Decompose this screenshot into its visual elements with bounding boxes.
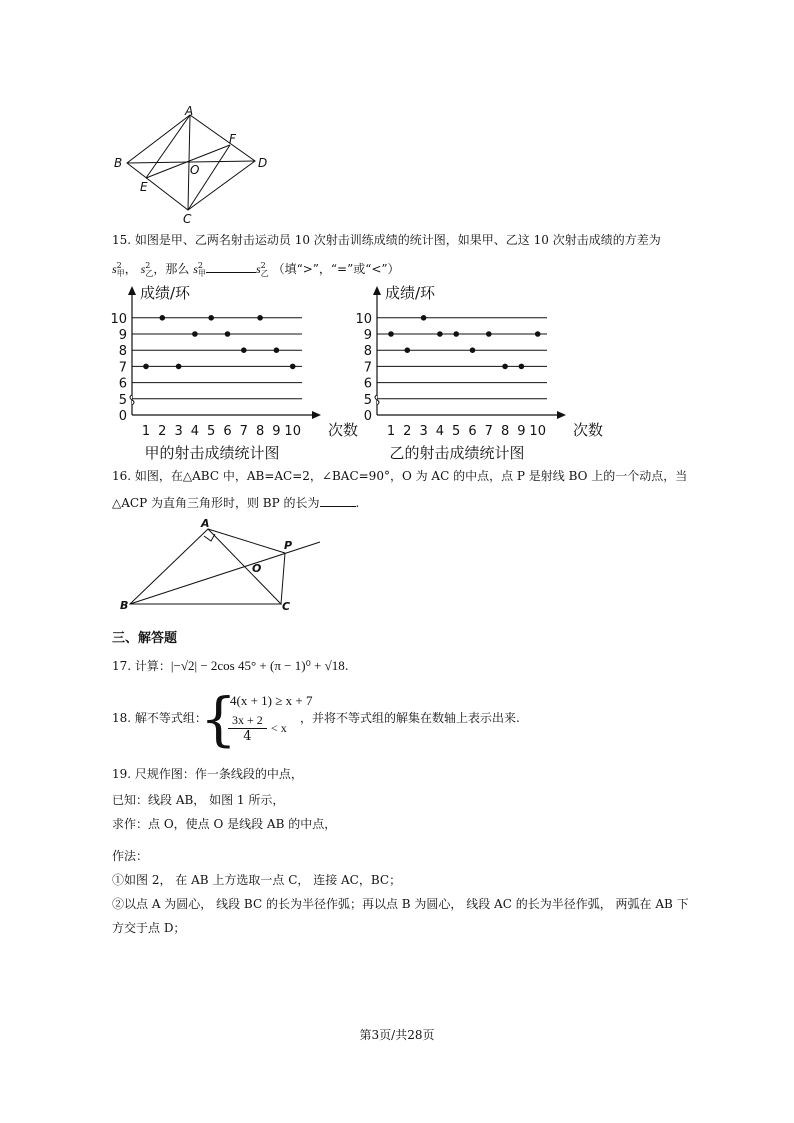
y-tick-label: 5 xyxy=(363,392,372,408)
q18-suffix: ，并将不等式组的解集在数轴上表示出来. xyxy=(300,711,520,725)
q16-line1: 16. 如图，在△ABC 中，AB=AC=2，∠BAC=90°，O 为 AC 的中点，点 P 是射线 BO 上的一个动点，当 xyxy=(112,469,688,483)
data-point xyxy=(257,315,263,321)
x-tick-label: 3 xyxy=(174,424,183,439)
x-axis-title: 次数 xyxy=(573,421,604,439)
y-tick-label: 10 xyxy=(355,311,372,327)
x-tick-label: 10 xyxy=(529,424,546,439)
x-tick-label: 1 xyxy=(386,424,396,439)
y-tick-label: 10 xyxy=(110,311,127,327)
section-title: 三、解答题 xyxy=(112,631,178,646)
x-tick-label: 3 xyxy=(419,424,428,439)
label-f: F xyxy=(229,132,236,146)
data-point xyxy=(470,347,476,353)
data-point xyxy=(486,331,492,337)
x-tick-label: 1 xyxy=(141,424,151,439)
q18-inequality2: $\frac{3x + 2}{4}$ < x xyxy=(228,712,287,745)
y-tick-label: 7 xyxy=(363,360,372,376)
x-tick-label: 10 xyxy=(284,424,301,439)
data-point xyxy=(143,364,149,370)
x-axis-arrow xyxy=(557,411,566,419)
segment-pc xyxy=(281,553,285,604)
x-tick-label: 6 xyxy=(468,424,477,439)
q19-line1: 19. 尺规作图：作一条线段的中点， xyxy=(112,767,303,781)
q18-prefix: 18. 解不等式组： xyxy=(112,711,207,725)
x-tick-label: 8 xyxy=(255,424,265,439)
y-tick-label: 9 xyxy=(118,328,127,343)
q15-answer-blank[interactable] xyxy=(206,260,256,273)
label-c: C xyxy=(183,212,192,226)
data-point xyxy=(502,364,508,370)
q19-line6: ②以点 A 为圆心， 线段 BC 的长为半径作弧；再以点 B 为圆心， 线段 AC 的长为半径作弧， 两弧在 AB 下 xyxy=(112,897,689,911)
q19-line2: 已知：线段 AB， 如图 1 所示， xyxy=(112,793,285,807)
label-e: E xyxy=(140,180,148,194)
x-tick-label: 4 xyxy=(190,424,200,439)
q17-expression: |−√2| − 2cos 45° + (π − 1)⁰ + √18 xyxy=(170,658,345,673)
data-point xyxy=(241,347,247,353)
q16-line2: △ACP 为直角三角形时，则 BP 的长为 . xyxy=(112,496,360,510)
data-point xyxy=(453,331,459,337)
x-tick-label: 7 xyxy=(239,424,248,439)
chart-yi xyxy=(355,283,604,463)
data-point xyxy=(405,347,411,353)
x-tick-label: 9 xyxy=(272,424,281,439)
label-b: B xyxy=(114,156,123,170)
y-tick-label: 9 xyxy=(363,328,372,343)
label-b: B xyxy=(120,599,129,612)
y-tick-label: 5 xyxy=(118,392,127,408)
y-tick-label: 0 xyxy=(118,409,127,424)
q19-line7: 方交于点 D； xyxy=(112,921,186,935)
y-axis-arrow xyxy=(128,286,136,295)
label-o: O xyxy=(252,562,262,575)
y-tick-label: 7 xyxy=(118,360,127,376)
data-point xyxy=(388,331,394,337)
q19-line3: 求作：点 O，使点 O 是线段 AB 的中点， xyxy=(112,817,337,831)
axis-break xyxy=(375,395,379,405)
x-tick-label: 4 xyxy=(435,424,445,439)
y-tick-label: 8 xyxy=(363,344,372,360)
q19-line5: ①如图 2， 在 AB 上方选取一点 C， 连接 AC，BC； xyxy=(112,873,402,887)
data-point xyxy=(421,315,427,321)
segment-ae xyxy=(146,115,190,178)
q18-brace: { xyxy=(200,685,237,753)
x-tick-label: 8 xyxy=(500,424,510,439)
figure-rhombus xyxy=(110,105,270,225)
x-tick-label: 5 xyxy=(207,424,216,439)
data-point xyxy=(225,331,231,337)
y-tick-label: 8 xyxy=(118,344,127,360)
q18-inequality1: 4(x + 1) ≥ x + 7 xyxy=(230,693,313,708)
data-point xyxy=(290,364,296,370)
label-a: A xyxy=(201,517,210,530)
label-c: C xyxy=(282,600,291,613)
chart-jia xyxy=(110,283,359,463)
y-tick-label: 0 xyxy=(363,409,372,424)
data-point xyxy=(192,331,198,337)
chart-title: 甲的射击成绩统计图 xyxy=(144,444,280,462)
y-axis-title: 成绩/环 xyxy=(140,284,191,302)
label-p: P xyxy=(284,539,293,552)
x-tick-label: 7 xyxy=(484,424,493,439)
x-tick-label: 2 xyxy=(403,424,412,439)
data-point xyxy=(437,331,443,337)
x-tick-label: 6 xyxy=(223,424,232,439)
data-point xyxy=(160,315,166,321)
q17: 17. 计算：|−√2| − 2cos 45° + (π − 1)⁰ + √18. xyxy=(112,658,349,673)
x-axis-title: 次数 xyxy=(328,421,359,439)
figure-triangle xyxy=(115,515,330,615)
q16-answer-blank[interactable] xyxy=(320,494,356,507)
data-point xyxy=(208,315,214,321)
segment-fc xyxy=(188,145,230,210)
q15-line2: $s^2_甲$， $s^2_乙$，那么 $s^2_甲$ $s^2_乙$ （填“>”，“=”或“<”） xyxy=(112,261,400,279)
q19-line4: 作法： xyxy=(112,849,149,863)
axis-break xyxy=(130,395,134,405)
data-point xyxy=(519,364,525,370)
x-tick-label: 2 xyxy=(158,424,167,439)
y-axis-title: 成绩/环 xyxy=(385,284,436,302)
data-point xyxy=(176,364,182,370)
q15-line1: 15. 如图是甲、乙两名射击运动员 10 次射击训练成绩的统计图，如果甲、乙这 10 次射击成绩的方差为 xyxy=(112,233,661,247)
x-axis-arrow xyxy=(312,411,321,419)
x-tick-label: 5 xyxy=(452,424,461,439)
data-point xyxy=(535,331,541,337)
x-tick-label: 9 xyxy=(517,424,526,439)
label-d: D xyxy=(258,156,268,170)
y-axis-arrow xyxy=(373,286,381,295)
y-tick-label: 6 xyxy=(118,376,127,392)
y-tick-label: 6 xyxy=(363,376,372,392)
label-o: O xyxy=(190,163,200,177)
label-a: A xyxy=(185,104,194,118)
data-point xyxy=(274,347,280,353)
page-footer: 第3页/共28页 xyxy=(359,1028,435,1042)
chart-title: 乙的射击成绩统计图 xyxy=(389,444,525,462)
